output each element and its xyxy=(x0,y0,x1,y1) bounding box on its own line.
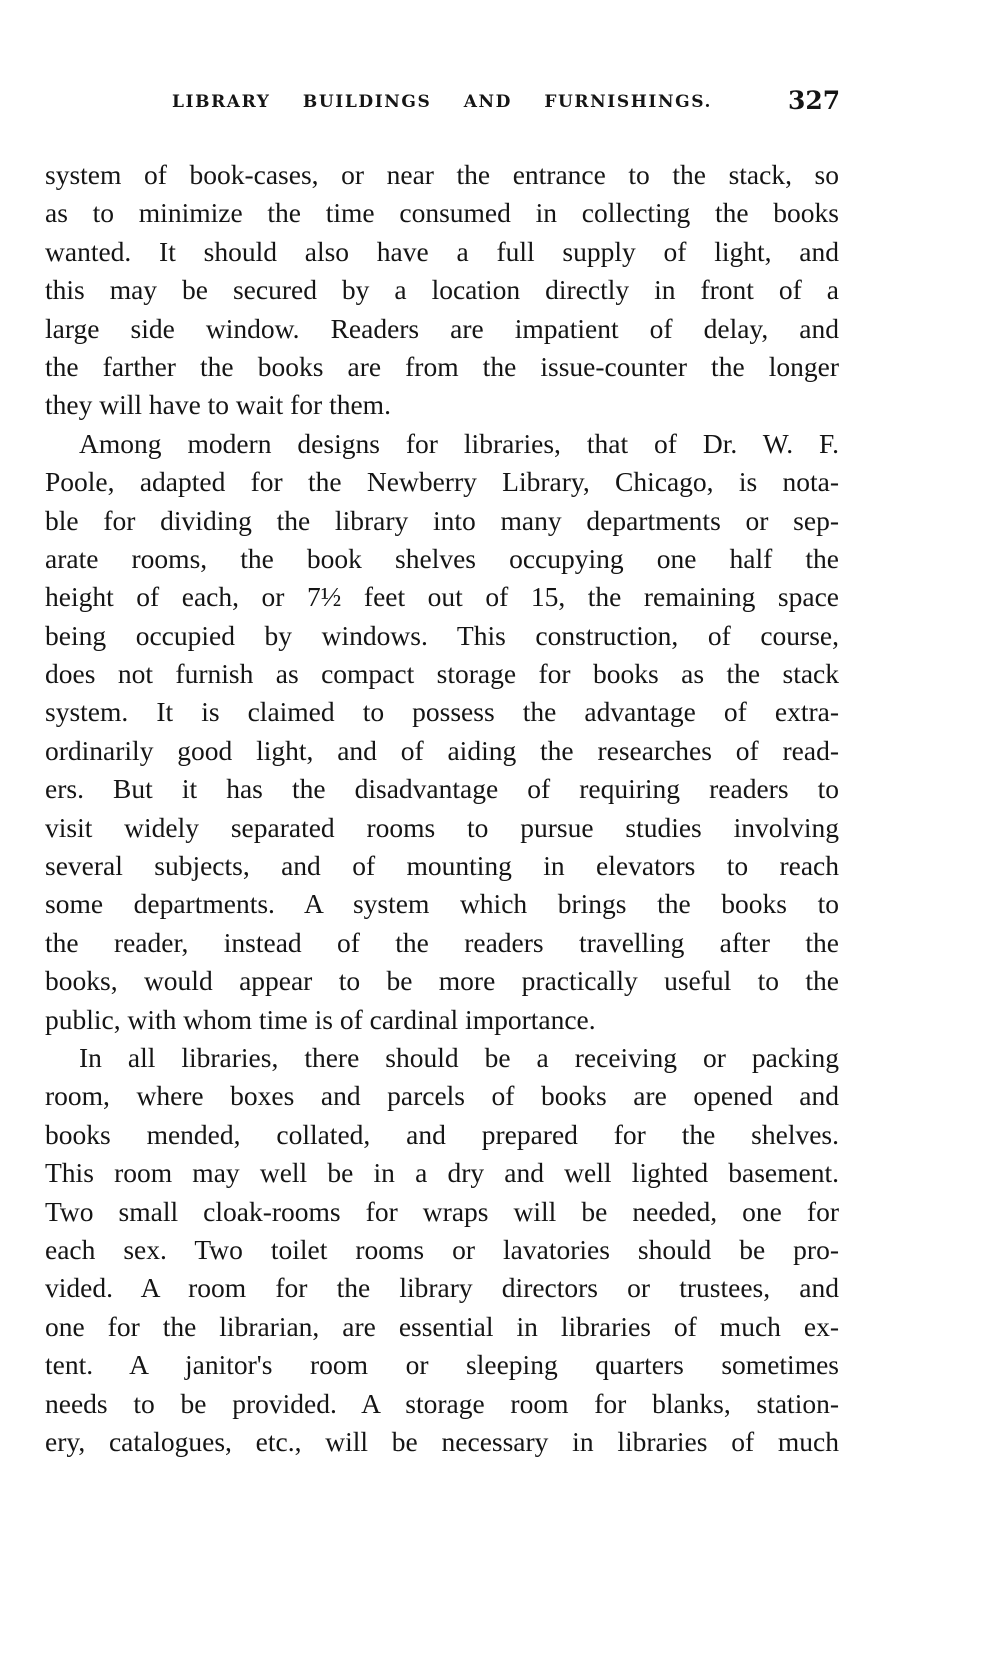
text-line: each sex. Two toilet rooms or lavatories should be pro- xyxy=(45,1233,839,1265)
text-line: needs to be provided. A storage room for blanks, station- xyxy=(45,1387,839,1419)
text-line: system of book-cases, or near the entrance to the stack, so xyxy=(45,159,839,190)
text-line: they will have to wait for them. xyxy=(45,389,391,421)
text-line: books, would appear to be more practically useful to the xyxy=(45,965,839,997)
text-line: Poole, adapted for the Newberry Library, Chicago, is nota- xyxy=(45,466,839,498)
text-line: In all libraries, there should be a receiving or packing xyxy=(79,1041,839,1073)
text-line: the reader, instead of the readers travelling after the xyxy=(45,926,839,958)
running-title: LIBRARY BUILDINGS AND FURNISHINGS. xyxy=(172,92,712,112)
text-line: vided. A room for the library directors or trustees, and xyxy=(45,1272,839,1304)
text-line: Two small cloak-rooms for wraps will be needed, one for xyxy=(45,1195,839,1227)
text-line: this may be secured by a location directly in front of a xyxy=(45,274,839,306)
text-line: ers. But it has the disadvantage of requiring readers to xyxy=(45,773,839,805)
text-line: arate rooms, the book shelves occupying one half the xyxy=(45,542,839,574)
text-line: being occupied by windows. This construction, of course, xyxy=(45,619,839,651)
page-number: 327 xyxy=(788,86,841,115)
text-line: visit widely separated rooms to pursue studies involving xyxy=(45,811,839,843)
text-line: the farther the books are from the issue-counter the longer xyxy=(45,350,839,382)
text-line: some departments. A system which brings the books to xyxy=(45,888,839,920)
text-line: as to minimize the time consumed in collecting the books xyxy=(45,197,839,229)
text-line: height of each, or 7½ feet out of 15, the remaining space xyxy=(45,581,839,613)
text-line: large side window. Readers are impatient of delay, and xyxy=(45,312,839,344)
text-line: public, with whom time is of cardinal importance. xyxy=(45,1003,596,1035)
text-line: ery, catalogues, etc., will be necessary in libraries of much xyxy=(45,1425,839,1457)
text-line: ordinarily good light, and of aiding the researches of read- xyxy=(45,734,839,766)
text-line: books mended, collated, and prepared for the shelves. xyxy=(45,1118,839,1150)
text-line: room, where boxes and parcels of books are opened and xyxy=(45,1080,839,1112)
text-line: does not furnish as compact storage for books as the stack xyxy=(45,658,839,690)
text-line: tent. A janitor's room or sleeping quarters sometimes xyxy=(45,1349,839,1381)
text-line: system. It is claimed to possess the advantage of extra- xyxy=(45,696,839,728)
body-text xyxy=(45,156,839,1461)
text-line: Among modern designs for libraries, that of Dr. W. F. xyxy=(79,427,839,459)
text-line: wanted. It should also have a full supply of light, and xyxy=(45,235,839,267)
text-line: one for the librarian, are essential in libraries of much ex- xyxy=(45,1310,839,1342)
text-line: ble for dividing the library into many departments or sep- xyxy=(45,504,839,536)
text-line: This room may well be in a dry and well lighted basement. xyxy=(45,1157,839,1189)
text-line: several subjects, and of mounting in elevators to reach xyxy=(45,850,839,882)
